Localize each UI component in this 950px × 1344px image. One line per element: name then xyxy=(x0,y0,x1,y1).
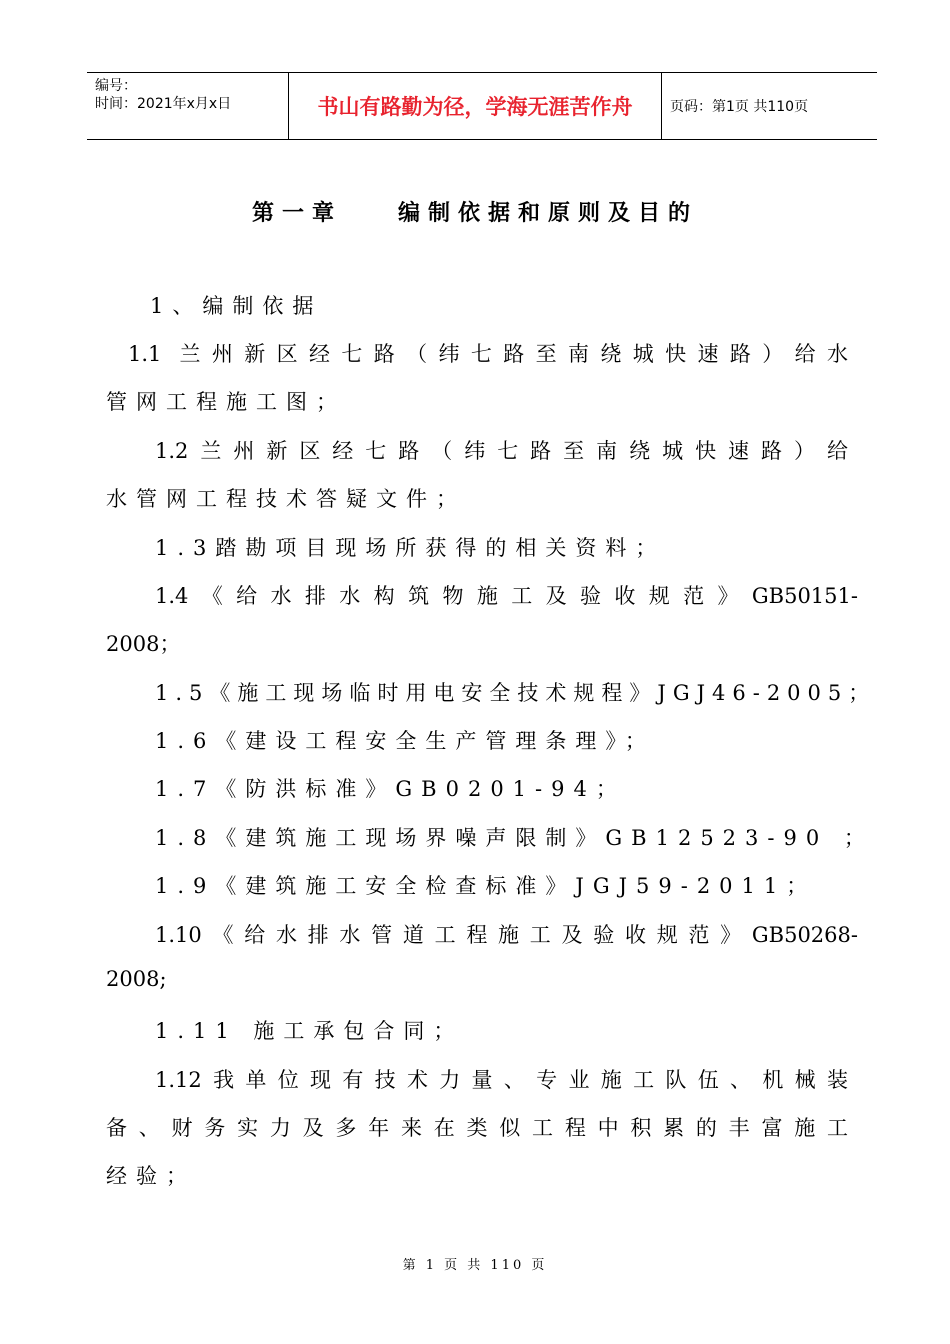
body-line: 2008； xyxy=(106,632,181,656)
body-line: 1.5《施工现场临时用电安全技术规程》JGJ46-2005； xyxy=(155,681,877,705)
body-line: 1.12我单位现有技术力量、专业施工队伍、机械装 xyxy=(155,1068,848,1092)
body-line: 1.6《建设工程安全生产管理条理》； xyxy=(155,729,655,753)
header-meta xyxy=(87,73,288,139)
chapter-title xyxy=(0,196,950,227)
body-line: 1.8《建筑施工现场界噪声限制》GB12523-90 ； xyxy=(155,826,874,850)
body-line: 2008; xyxy=(106,967,167,991)
body-line: 1.2兰州新区经七路（纬七路至南绕城快速路）给 xyxy=(155,439,848,463)
page-footer: 第 1 页 共 110 页 xyxy=(402,1258,548,1273)
body-line: 1.9《建筑施工安全检查标准》JGJ59-2011； xyxy=(155,874,817,898)
document-time-label: 时间：2021年x月x日 xyxy=(95,96,232,112)
body-line: 1.10《给水排水管道工程施工及验收规范》GB50268- xyxy=(155,923,858,947)
header-motto: 书山有路勤为径，学海无涯苦作舟 xyxy=(288,73,662,139)
body-line: 管网工程施工图； xyxy=(106,390,346,414)
body-line: 1.7《防洪标准》GB0201-94； xyxy=(155,777,626,801)
document-number-label: 编号： xyxy=(95,78,137,94)
section-heading: 1、编制依据 xyxy=(150,294,323,318)
body-line: 1.11 施工承包合同； xyxy=(155,1019,464,1043)
header-page-info: 页码：第1页 共110页 xyxy=(670,99,809,115)
body-line: 水管网工程技术答疑文件； xyxy=(106,487,466,511)
body-line: 1.1 兰州新区经七路（纬七路至南绕城快速路）给水 xyxy=(128,342,848,366)
body-line: 1.4《给水排水构筑物施工及验收规范》GB50151- xyxy=(155,584,858,608)
chapter-heading: 编制依据和原则及目的 xyxy=(398,201,699,226)
page-header xyxy=(87,72,877,140)
chapter-number: 第一章 xyxy=(251,201,342,226)
body-line: 备、财务实力及多年来在类似工程中积累的丰富施工 xyxy=(106,1116,848,1140)
body-line: 经验； xyxy=(106,1164,196,1188)
body-line: 1.3踏勘项目现场所获得的相关资料； xyxy=(155,536,666,560)
